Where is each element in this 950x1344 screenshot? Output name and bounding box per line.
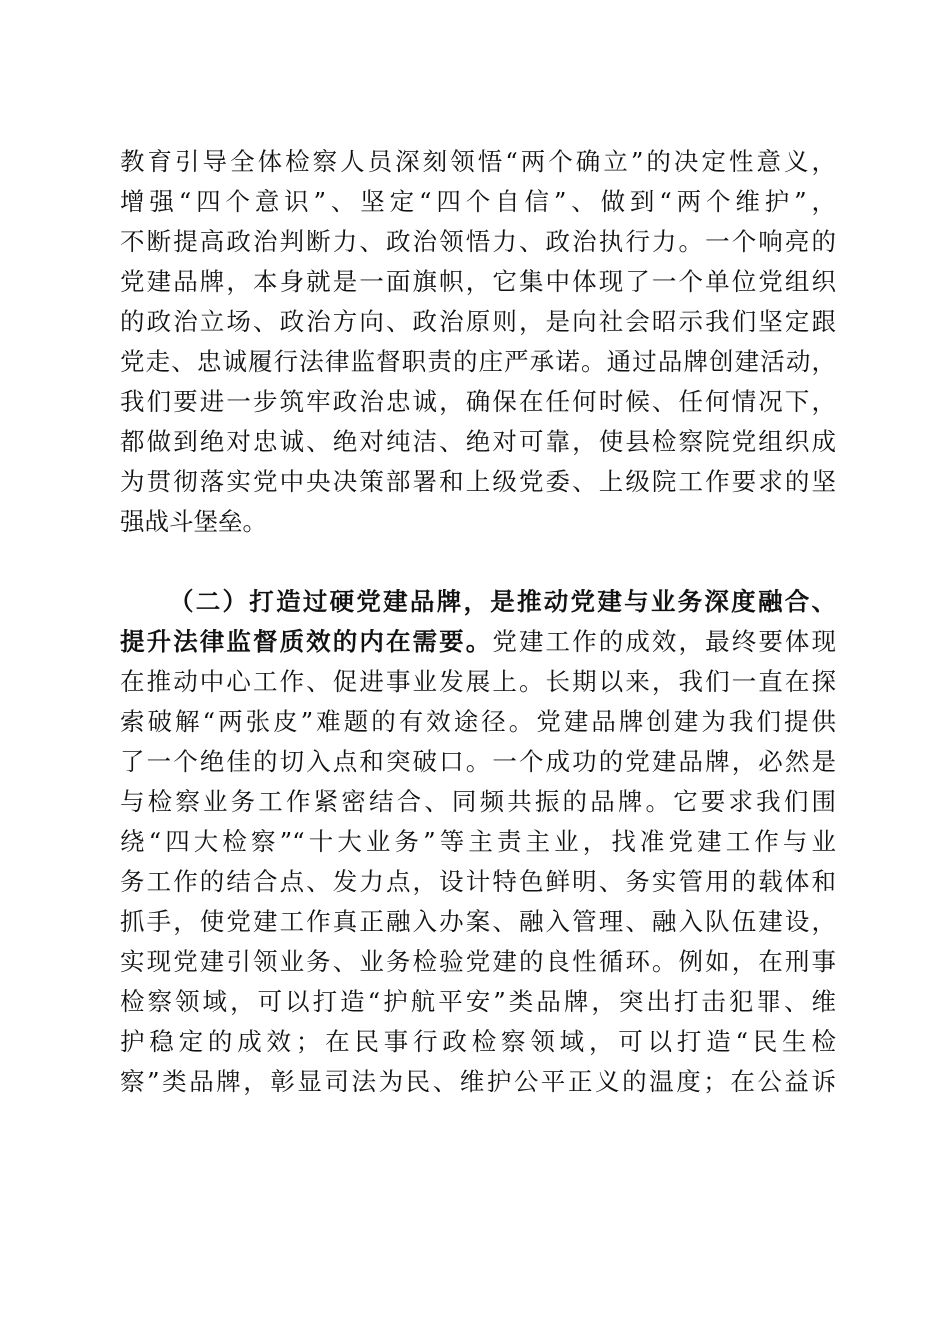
text-line: 党走、忠诚履行法律监督职责的庄严承诺。通过品牌创建活动， bbox=[120, 347, 836, 376]
text-span: 党建工作的成效，最终要体现 bbox=[492, 627, 837, 656]
text-line: 不断提高政治判断力、政治领悟力、政治执行力。一个响亮的 bbox=[120, 227, 836, 256]
text-line: 都做到绝对忠诚、绝对纯洁、绝对可靠，使县检察院党组织成 bbox=[120, 427, 836, 456]
text-line: 抓手，使党建工作真正融入办案、融入管理、融入队伍建设， bbox=[120, 907, 836, 936]
text-line: 强战斗堡垒。 bbox=[120, 507, 267, 536]
text-line: 我们要进一步筑牢政治忠诚，确保在任何时候、任何情况下， bbox=[120, 387, 836, 416]
text-line: 务工作的结合点、发力点，设计特色鲜明、务实管用的载体和 bbox=[120, 867, 836, 896]
paragraph-political-loyalty bbox=[120, 142, 836, 542]
text-line: 在推动中心工作、促进事业发展上。长期以来，我们一直在探 bbox=[120, 667, 836, 696]
text-line: 教育引导全体检察人员深刻领悟“两个确立”的决定性意义， bbox=[120, 147, 836, 176]
section-heading: （二）打造过硬党建品牌，是推动党建与业务深度融合、 bbox=[169, 587, 836, 616]
text-line: 绕“四大检察”“十大业务”等主责主业，找准党建工作与业 bbox=[120, 827, 836, 856]
text-line: 索破解“两张皮”难题的有效途径。党建品牌创建为我们提供 bbox=[120, 707, 836, 736]
text-line: 与检察业务工作紧密结合、同频共振的品牌。它要求我们围 bbox=[120, 787, 836, 816]
paragraph-party-business-integration bbox=[120, 582, 836, 1102]
text-line: 检察领域，可以打造“护航平安”类品牌，突出打击犯罪、维 bbox=[120, 987, 836, 1016]
text-line: 察”类品牌，彰显司法为民、维护公平正义的温度；在公益诉 bbox=[120, 1067, 836, 1096]
text-line bbox=[120, 622, 836, 662]
text-line: 实现党建引领业务、业务检验党建的良性循环。例如，在刑事 bbox=[120, 947, 836, 976]
text-line: 的政治立场、政治方向、政治原则，是向社会昭示我们坚定跟 bbox=[120, 307, 836, 336]
text-line: 党建品牌，本身就是一面旗帜，它集中体现了一个单位党组织 bbox=[120, 267, 836, 296]
text-line: 护稳定的成效；在民事行政检察领域，可以打造“民生检 bbox=[120, 1027, 836, 1056]
text-line: 增强“四个意识”、坚定“四个自信”、做到“两个维护”， bbox=[120, 187, 836, 216]
section-heading-continued: 提升法律监督质效的内在需要。 bbox=[120, 627, 493, 656]
text-line: 了一个绝佳的切入点和突破口。一个成功的党建品牌，必然是 bbox=[120, 747, 836, 776]
text-line: 为贯彻落实党中央决策部署和上级党委、上级院工作要求的坚 bbox=[120, 467, 836, 496]
